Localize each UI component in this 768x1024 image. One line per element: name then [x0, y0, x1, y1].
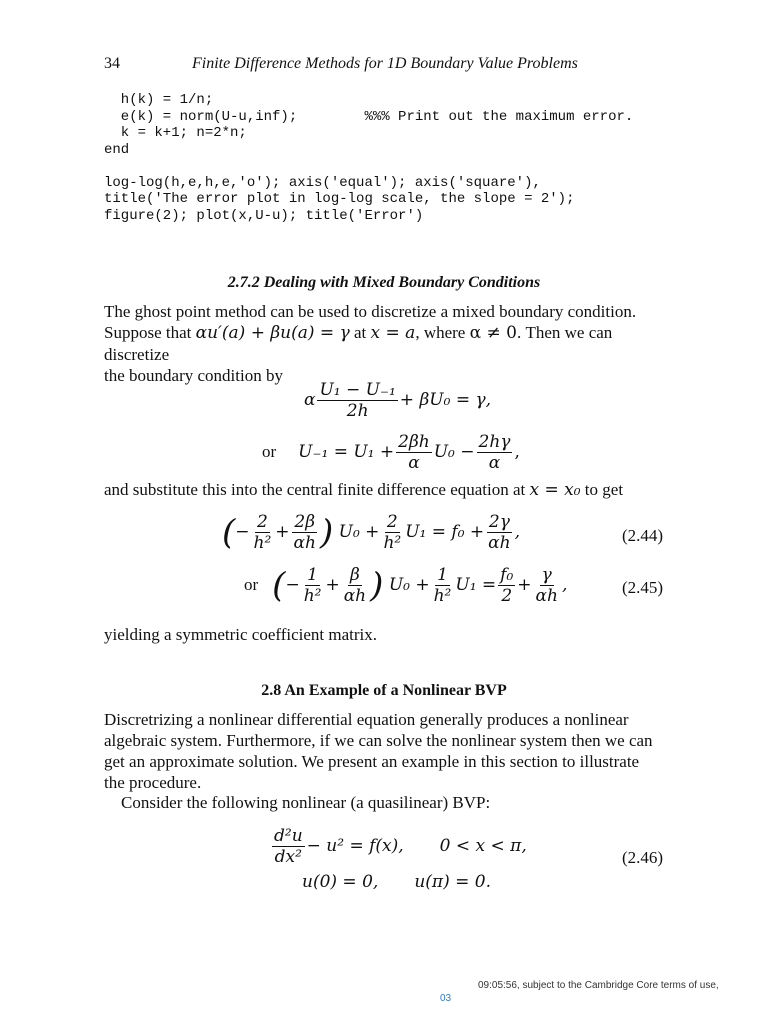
inline-math-xa: x = a — [370, 323, 416, 343]
paragraph-consider: Consider the following nonlinear (a quasilinear) BVP: — [121, 793, 491, 812]
equation-number-2-44: (2.44) — [622, 526, 664, 545]
footer-code: 03 — [440, 993, 452, 1004]
paragraph-substitute: and substitute this into the central finite difference equation at x = x₀ to get — [104, 480, 624, 500]
running-head — [104, 55, 664, 77]
running-title: Finite Difference Methods for 1D Boundary Value Problems — [192, 55, 578, 72]
inline-math-alpha: α ≠ 0 — [469, 323, 517, 343]
equation-2-46-bc: u(0) = 0, u(π) = 0. — [302, 872, 491, 892]
section-title: 2.8 An Example of a Nonlinear BVP — [261, 682, 507, 699]
paragraph-symmetric: yielding a symmetric coefficient matrix. — [104, 625, 378, 644]
paragraph-mixed-bc — [104, 301, 664, 386]
equation-ghost-point: or U₋₁ = U₁ + $\frac{2\beta h}{\alpha}$ U₀ − $\frac{2h\gamma}{\alpha}$ , — [262, 432, 520, 473]
page-number: 34 — [104, 55, 120, 72]
para1-line2: Suppose that αu′(a) + βu(a) = γ at x = a, where α ≠ 0. Then we can discretize — [104, 323, 613, 364]
equation-2-44: (− $\frac{2}{\text{h²}}$ + $\frac{2\beta}{\alpha h}$ ) U₀ + $\frac{2}{\text{h²}}$ U₁ = f₀ + $\frac{2\gamma}{\alpha h}$ , — [222, 512, 520, 553]
inline-math-bc: αu′(a) + βu(a) = γ — [195, 323, 350, 343]
para1-line3: the boundary condition by — [104, 366, 283, 385]
equation-2-45: or (− $\frac{1}{\text{h²}}$ + $\frac{\beta}{\alpha h}$ ) U₀ + $\frac{1}{\text{h²}}$ U₁ = $\frac{\text{f₀}}{2}$ + $\frac{\gamma}{\alpha h}$ , — [244, 565, 568, 606]
equation-2-46-ode: $\frac{\text{d²u}}{\text{dx²}}$ − u² = f(x), 0 < x < π, — [274, 826, 527, 867]
equation-number-2-46: (2.46) — [622, 848, 664, 867]
or-label: or — [262, 442, 277, 461]
matlab-code-block: h(k) = 1/n; e(k) = norm(U-u,inf); %%% Print out the maximum error. k = k+1; n=2*n; end log-log(h,e,h,e,'o'); axis('equal'); axis('square'), title('The error plot in log-log scale, the slope = 2'); figure(2); plot(x,U-u); title('Error') — [104, 92, 634, 224]
paragraph-nonlinear: Discretrizing a nonlinear differential equation generally produces a nonlinear algebraic system. Furthermore, if we can solve the nonlinear system then we can get an approximate solution. We present an example in this section to illustrate the procedure. — [104, 710, 653, 792]
subsection-title: 2.7.2 Dealing with Mixed Boundary Conditions — [227, 274, 541, 291]
equation-number-2-45: (2.45) — [622, 578, 664, 597]
fraction-bc: $\frac{\text{U₁ − U₋₁}}{2h}$ — [319, 380, 396, 421]
para1-line1: The ghost point method can be used to discretize a mixed boundary condition. — [104, 302, 637, 321]
footer-notice: 09:05:56, subject to the Cambridge Core terms of use, — [478, 980, 719, 991]
equation-bc-discrete: α $\frac{\text{U₁ − U₋₁}}{2h}$ + βU₀ = γ, — [304, 380, 492, 421]
or-label: or — [244, 575, 259, 594]
